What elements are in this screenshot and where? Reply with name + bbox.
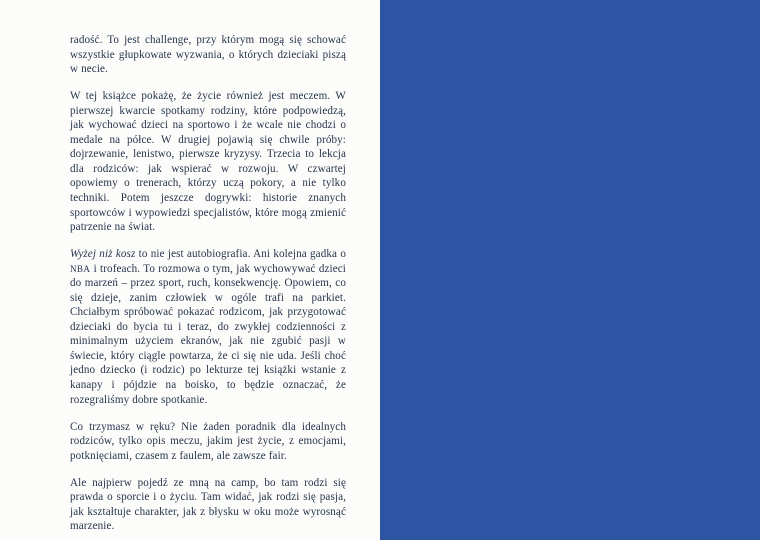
paragraph-3-lead: to nie jest autobiografia. Ani kolejna gadka o xyxy=(135,248,346,261)
right-book-page-blue xyxy=(380,0,760,540)
body-text-column xyxy=(70,33,346,534)
paragraph-4: Co trzymasz w ręku? Nie żaden poradnik dla idealnych rodziców, tylko opis meczu, jakim jest życie, z emocjami, potknięciami, czasem z faulem, ale zawsze fair. xyxy=(70,420,346,462)
nba-smallcaps: NBA xyxy=(70,263,91,274)
paragraph-2: W tej książce pokażę, że życie również jest meczem. W pierwszej kwarcie spotkamy rodziny, które podpowiedzą, jak wychować dzieci na sportowo i że wcale nie chodzi o medale na półce. W drugiej pojawią się chwile próby: dojrzewanie, lenistwo, pierwsze kryzysy. Trzecia to lekcja dla rodziców: jak wspierać w rozwoju. W czwartej opowiemy o trenerach, którzy uczą pokory, a nie tylko techniki. Potem jeszcze dogrywki: historie znanych sportowców i wypowiedzi specjalistów, które mogą zmienić patrzenie na świat. xyxy=(70,90,346,234)
paragraph-3-tail: i trofeach. To rozmowa o tym, jak wychowywać dzieci do marzeń – przez sport, ruch, konsekwencję. Opowiem, co się dzieje, zanim człowiek w ogóle trafi na parkiet. Chciałbym spróbować pokazać rodzicom, jak przygotować dzieciaki do bycia tu i teraz, do zwykłej codzienności z minimalnym użyciem ekranów, jak nie zgubić pasji w świecie, który ciągle powtarza, że ci się nie uda. Jeśli choć jedno dziecko (i rodzic) po lekturze tej książki wstanie z kanapy i pójdzie na boisko, to będzie oznaczać, że rozegraliśmy dobre spotkanie. xyxy=(70,262,346,406)
book-title-italic: Wyżej niż kosz xyxy=(70,248,136,261)
paragraph-5: Ale najpierw pojedź ze mną na camp, bo tam rodzi się prawda o sporcie i o życiu. Tam widać, jak rodzi się pasja, jak kształtuje charakter, jak z błysku w oku może wyrosnąć marzenie. xyxy=(70,476,346,533)
paragraph-1: radość. To jest challenge, przy którym mogą się schować wszystkie głupkowate wyzwania, o których dzieciaki piszą w necie. xyxy=(70,34,346,76)
paragraph-3 xyxy=(70,247,346,407)
